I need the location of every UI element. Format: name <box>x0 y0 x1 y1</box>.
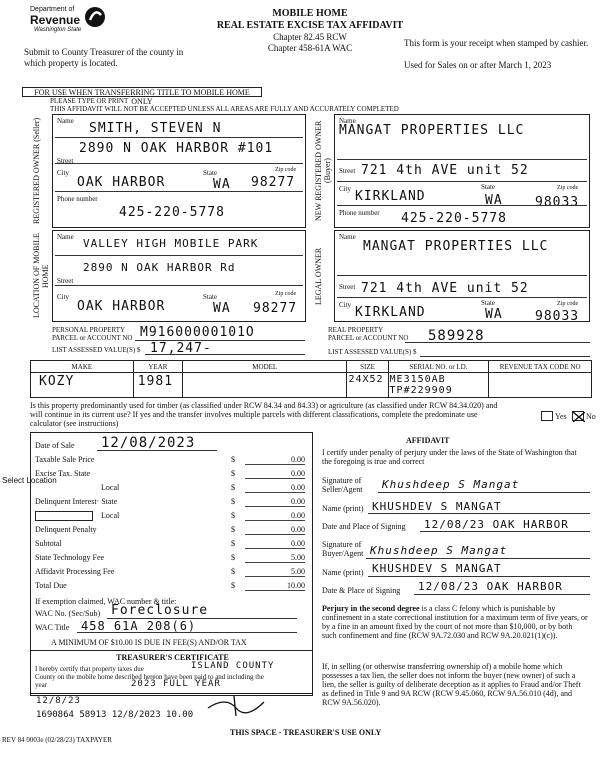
fee-row-interest-local <box>35 511 305 524</box>
buyer-section <box>334 114 590 228</box>
fee-label-subtotal: Subtotal <box>35 539 62 548</box>
instruction-type: PLEASE TYPE OR PRINT <box>50 97 129 105</box>
fee-label-excise-local: Local <box>101 483 120 492</box>
wac-no-label: WAC No. (Sec/Sub) <box>35 609 101 618</box>
logo-line3: Washington State <box>34 27 82 33</box>
name-print-seller-label: Name (print) <box>322 504 364 513</box>
buyer-state-label: State <box>481 183 495 191</box>
selling-notice: If, in selling (or otherwise transferring ownership of) a mobile home which possesses a tax lien, the seller does not inform the buyer (new owner) of such a lien, the seller is guilty of deliberate deception as it applies to Fraud and/or Theft as defined in Title 9 and 9A RCW (RCW 9.45.060, RCW 9A.56.010 (4d), and RCW 9A.56.020). <box>322 662 581 707</box>
fees-section <box>30 432 313 694</box>
checked-x-icon <box>573 412 585 422</box>
legal-state[interactable]: WA <box>485 307 503 322</box>
seller-city-label: City <box>57 169 70 177</box>
fee-row-interest-state <box>35 497 305 510</box>
name-print-buyer-label: Name (print) <box>322 568 364 577</box>
seller-state[interactable]: WA <box>213 177 231 192</box>
date-place-buyer-line <box>414 594 590 595</box>
affidavit-certify: I certify under penalty of perjury under the laws of the State of Washington that the foregoing is true and correct <box>322 448 577 466</box>
personal-parcel-label: PARCEL or ACCOUNT NO <box>52 334 133 342</box>
treasurer-title: TREASURER'S CERTIFICATE <box>116 653 229 662</box>
fee-row-processing <box>35 567 305 580</box>
fee-amount-taxable[interactable]: 0.00 <box>245 455 305 465</box>
fee-label-excise-state: Excise Tax. State <box>35 469 91 478</box>
header-make: MAKE <box>31 361 134 373</box>
date-of-sale[interactable]: 12/08/2023 <box>101 435 196 451</box>
vehicle-size[interactable]: 24X52 <box>347 373 388 398</box>
no-label: No <box>586 412 596 421</box>
personal-assessed-label: LIST ASSESSED VALUE(S) $ <box>52 346 141 354</box>
personal-assessed-line <box>145 354 305 355</box>
submit-note: Submit to County Treasurer of the county in which property is located. <box>24 47 184 68</box>
logo-line1: Department of <box>30 6 75 13</box>
name-print-seller[interactable]: KHUSHDEV S MANGAT <box>372 500 502 513</box>
location-zip[interactable]: 98277 <box>253 301 298 316</box>
fee-dollar: $ <box>231 525 235 534</box>
real-assessed-line <box>420 356 590 357</box>
treasurer-county[interactable]: ISLAND COUNTY <box>191 661 275 671</box>
perjury-notice <box>322 604 588 640</box>
seller-phone-label: Phone number <box>57 195 98 203</box>
legal-street-line <box>337 297 587 298</box>
chapter-1: Chapter 82.45 RCW <box>273 32 347 42</box>
fee-label-processing: Affidavit Processing Fee <box>35 567 115 576</box>
treasurer-stamp: 1690864 58913 12/8/2023 10.00 <box>36 710 194 720</box>
treasurer-date[interactable]: 12/8/23 <box>36 696 81 706</box>
buyer-street-line <box>337 181 587 182</box>
legal-name-label: Name <box>339 233 356 241</box>
legal-street-label: Street <box>339 283 356 291</box>
form-title-2: REAL ESTATE EXCISE TAX AFFIDAVIT <box>216 20 404 31</box>
seller-side-label: REGISTERED OWNER (Seller) <box>32 117 41 225</box>
fee-dollar: $ <box>231 469 235 478</box>
personal-assessed-value[interactable]: 17,247- <box>150 341 212 356</box>
legal-section <box>334 230 590 322</box>
wac-no[interactable]: Foreclosure <box>111 603 209 618</box>
vehicle-table-header <box>31 361 592 373</box>
treasurer-use-only: THIS SPACE - TREASURER'S USE ONLY <box>230 728 382 737</box>
fee-row-technology <box>35 553 305 566</box>
buyer-city[interactable]: KIRKLAND <box>355 189 426 204</box>
seller-phone[interactable]: 425-220-5778 <box>119 205 225 220</box>
form-title-1: MOBILE HOME <box>272 8 348 19</box>
select-location[interactable]: Select Location <box>2 476 57 485</box>
real-assessed-label: LIST ASSESSED VALUE(S) $ <box>328 348 417 356</box>
banner: FOR USE WHEN TRANSFERRING TITLE TO MOBILE HOME ONLY <box>22 87 262 97</box>
header-model: MODEL <box>183 361 347 373</box>
location-state-label: State <box>203 293 217 301</box>
location-name-label: Name <box>57 233 74 241</box>
vehicle-table <box>30 360 592 398</box>
buyer-side-label: NEW REGISTERED OWNER (Buyer) <box>314 120 332 222</box>
legal-zip[interactable]: 98033 <box>535 309 580 324</box>
location-name-line <box>55 255 303 256</box>
legal-side-label: LEGAL OWNER <box>314 247 323 305</box>
seller-name[interactable]: SMITH, STEVEN N <box>89 121 222 136</box>
buyer-phone-label: Phone number <box>339 209 380 217</box>
seller-city[interactable]: OAK HARBOR <box>77 175 166 190</box>
fee-row-total <box>35 581 305 594</box>
buyer-zip[interactable]: 98033 <box>535 195 580 210</box>
legal-street[interactable]: 721 4th AVE unit 52 <box>361 281 529 296</box>
treasurer-text-2: County on the mobile home described hereon have been paid to and including the year <box>35 673 264 689</box>
fee-dollar: $ <box>231 567 235 576</box>
buyer-phone[interactable]: 425-220-5778 <box>401 211 507 226</box>
yes-label: Yes <box>555 412 567 421</box>
legal-state-label: State <box>481 299 495 307</box>
seller-state-label: State <box>203 169 217 177</box>
fee-label-interest-local: Local <box>101 511 120 520</box>
buyer-street-label: Street <box>339 167 356 175</box>
sig-seller-label: Signature of Seller/Agent <box>322 476 363 494</box>
date-place-buyer-label: Date & Place of Signing <box>322 586 401 595</box>
location-city[interactable]: OAK HARBOR <box>77 299 166 314</box>
seller-zip-label: Zip code <box>275 167 297 173</box>
fee-amount-penalty[interactable]: 0.00 <box>245 525 305 535</box>
fee-amount-interest-state[interactable]: 0.00 <box>245 497 305 507</box>
perjury-bold: Perjury in the second degree <box>322 604 420 613</box>
header-year: YEAR <box>133 361 182 373</box>
minimum-due: A MINIMUM OF $10.00 IS DUE IN FEE(S) AND/OR TAX <box>51 638 247 647</box>
location-street-line <box>55 285 303 286</box>
sig-buyer-label: Signature of Buyer/Agent <box>322 540 364 558</box>
real-parcel-label: PARCEL or ACCOUNT NO <box>328 334 409 342</box>
date-place-buyer[interactable]: 12/08/23 OAK HARBOR <box>418 580 563 593</box>
fee-dollar: $ <box>231 511 235 520</box>
exemption-label: If exemption claimed, WAC number & title: <box>35 597 177 606</box>
date-of-sale-label: Date of Sale <box>35 441 75 450</box>
vehicle-tax-code[interactable] <box>489 373 592 398</box>
perjury-text: is a class C felony which is punishable by confinement in a state correctional institution for a maximum term of five years, or by a fine in an amount fixed by the court of not more than $10,000, or by both such confinement and fine (RCW 9A.72.030 and RCW 9A.20.021(1)(c)). <box>322 604 588 640</box>
fee-amount-total[interactable]: 10.00 <box>245 581 305 591</box>
location-zip-label: Zip code <box>275 291 297 297</box>
fee-dollar: $ <box>231 483 235 492</box>
location-street-label: Street <box>57 277 74 285</box>
personal-parcel-value[interactable]: M91600000101O <box>140 325 255 340</box>
vehicle-make[interactable]: KOZY <box>31 373 134 398</box>
fee-row-excise-state <box>35 469 305 482</box>
fee-amount-subtotal[interactable]: 0.00 <box>245 539 305 549</box>
sig-seller-line <box>378 492 590 493</box>
treasurer-signature-icon <box>206 694 266 718</box>
fee-dollar: $ <box>231 539 235 548</box>
fee-dollar: $ <box>231 497 235 506</box>
fee-label-total: Total Due <box>35 581 67 590</box>
fee-amount-excise-state[interactable]: 0.00 <box>245 469 305 479</box>
location-name[interactable]: VALLEY HIGH MOBILE PARK <box>83 237 259 250</box>
logo-swirl-icon <box>84 6 106 28</box>
fee-row-penalty <box>35 525 305 538</box>
logo-line2: Revenue <box>30 13 81 27</box>
affidavit-title: AFFIDAVIT <box>406 436 450 445</box>
date-place-seller-line <box>420 531 590 532</box>
seller-city-line <box>55 191 303 192</box>
yes-checkbox[interactable] <box>541 411 553 421</box>
legal-name[interactable]: MANGAT PROPERTIES LLC <box>363 239 549 254</box>
fee-row-taxable <box>35 455 305 468</box>
location-section <box>52 230 306 322</box>
seller-street-label: Street <box>57 157 74 165</box>
buyer-name-line <box>337 159 587 160</box>
fee-amount-interest-local[interactable]: 0.00 <box>245 511 305 521</box>
date-place-seller[interactable]: 12/08/23 OAK HARBOR <box>424 518 569 531</box>
wac-title-label: WAC Title <box>35 623 70 632</box>
personal-property-label: PERSONAL PROPERTY <box>52 326 126 334</box>
header-tax-code: REVENUE TAX CODE NO <box>489 361 592 373</box>
fee-dollar: $ <box>231 553 235 562</box>
date-of-sale-line <box>97 450 217 451</box>
legal-zip-label: Zip code <box>557 301 579 307</box>
buyer-city-line <box>337 205 587 206</box>
buyer-name[interactable]: MANGAT PROPERTIES LLC <box>339 123 525 138</box>
seller-street-line <box>55 163 303 164</box>
vehicle-table-row <box>31 373 592 398</box>
wac-title[interactable]: 458 61A 208(6) <box>81 619 197 633</box>
header-size: SIZE <box>347 361 388 373</box>
sig-seller[interactable]: Khushdeep S Mangat <box>382 478 520 491</box>
seller-name-line <box>55 137 303 138</box>
name-print-buyer-line <box>368 576 590 577</box>
sig-buyer[interactable]: Khushdeep S Mangat <box>370 544 508 557</box>
location-city-label: City <box>57 293 70 301</box>
buyer-state[interactable]: WA <box>485 193 503 208</box>
vehicle-serial[interactable]: ME3150AB <box>389 374 446 385</box>
fee-amount-excise-local[interactable]: 0.00 <box>245 483 305 493</box>
fee-dollar: $ <box>231 455 235 464</box>
timber-question: Is this property predominantly used for timber (as classified under RCW 84.34 and 84.33) or agriculture (as classified under RCW 84.34.020) and will continue in its current use? If yes and the transfer involves multiple parcels with different classifications, complete the predominate use calculator (see instructions) <box>30 401 498 428</box>
vehicle-year[interactable]: 1981 <box>133 373 182 398</box>
real-parcel-line <box>405 342 590 343</box>
header-serial: SERIAL NO. or I.D. <box>388 361 489 373</box>
fee-label-technology: State Technology Fee <box>35 553 105 562</box>
fee-dollar: $ <box>231 581 235 590</box>
name-print-buyer[interactable]: KHUSHDEV S MANGAT <box>372 562 502 575</box>
treasurer-year[interactable]: 2023 FULL YEAR <box>131 679 221 689</box>
fee-row-excise-local <box>35 483 305 496</box>
buyer-zip-label: Zip code <box>557 185 579 191</box>
used-for-note: Used for Sales on or after March 1, 2023 <box>404 60 552 70</box>
vehicle-model[interactable] <box>183 373 347 398</box>
fee-row-subtotal <box>35 539 305 552</box>
receipt-note: This form is your receipt when stamped by cashier. <box>404 38 589 48</box>
buyer-name-label: Name <box>339 117 356 125</box>
treasurer-certificate <box>30 650 313 696</box>
date-place-seller-label: Date and Place of Signing <box>322 522 406 531</box>
instruction-complete: THIS AFFIDAVIT WILL NOT BE ACCEPTED UNLESS ALL AREAS ARE FULLY AND ACCURATELY COMPLETED <box>50 105 399 113</box>
legal-city[interactable]: KIRKLAND <box>355 305 426 320</box>
location-state[interactable]: WA <box>213 301 231 316</box>
vehicle-serial-2[interactable]: TP#229909 <box>389 385 453 396</box>
sig-buyer-line <box>366 558 590 559</box>
chapter-2: Chapter 458-61A WAC <box>267 43 353 53</box>
no-checkbox[interactable] <box>572 411 584 421</box>
name-print-seller-line <box>368 513 590 514</box>
seller-section <box>52 114 306 228</box>
legal-name-line <box>337 275 587 276</box>
buyer-street[interactable]: 721 4th AVE unit 52 <box>361 163 529 178</box>
vehicle-serial-cell <box>388 373 489 398</box>
seller-zip[interactable]: 98277 <box>251 175 296 190</box>
seller-street-value[interactable]: 2890 N OAK HARBOR #101 <box>79 141 274 156</box>
fee-label-interest-state: Delinquent Interest· State <box>35 497 118 506</box>
fee-label-taxable: Taxable Sale Price <box>35 455 95 464</box>
seller-name-label: Name <box>57 117 74 125</box>
dor-logo <box>30 6 110 40</box>
location-street-value[interactable]: 2890 N OAK HARBOR Rd <box>83 261 236 274</box>
fee-label-penalty: Delinquent Penalty <box>35 525 97 534</box>
wac-title-line <box>77 632 297 633</box>
fee-amount-technology[interactable]: 5.00 <box>245 553 305 563</box>
legal-city-label: City <box>339 301 352 309</box>
buyer-city-label: City <box>339 185 352 193</box>
form-number: REV 84 0003e (02/28/23) TAXPAYER <box>2 736 112 744</box>
treasurer-text-1: I hereby certify that property taxes due <box>35 665 144 673</box>
real-property-label: REAL PROPERTY <box>328 326 384 334</box>
interest-local-box[interactable] <box>35 511 93 521</box>
fee-amount-processing[interactable]: 5.00 <box>245 567 305 577</box>
location-side-label: LOCATION OF MOBILE HOME <box>32 233 50 319</box>
real-parcel-value[interactable]: 589928 <box>428 328 485 344</box>
